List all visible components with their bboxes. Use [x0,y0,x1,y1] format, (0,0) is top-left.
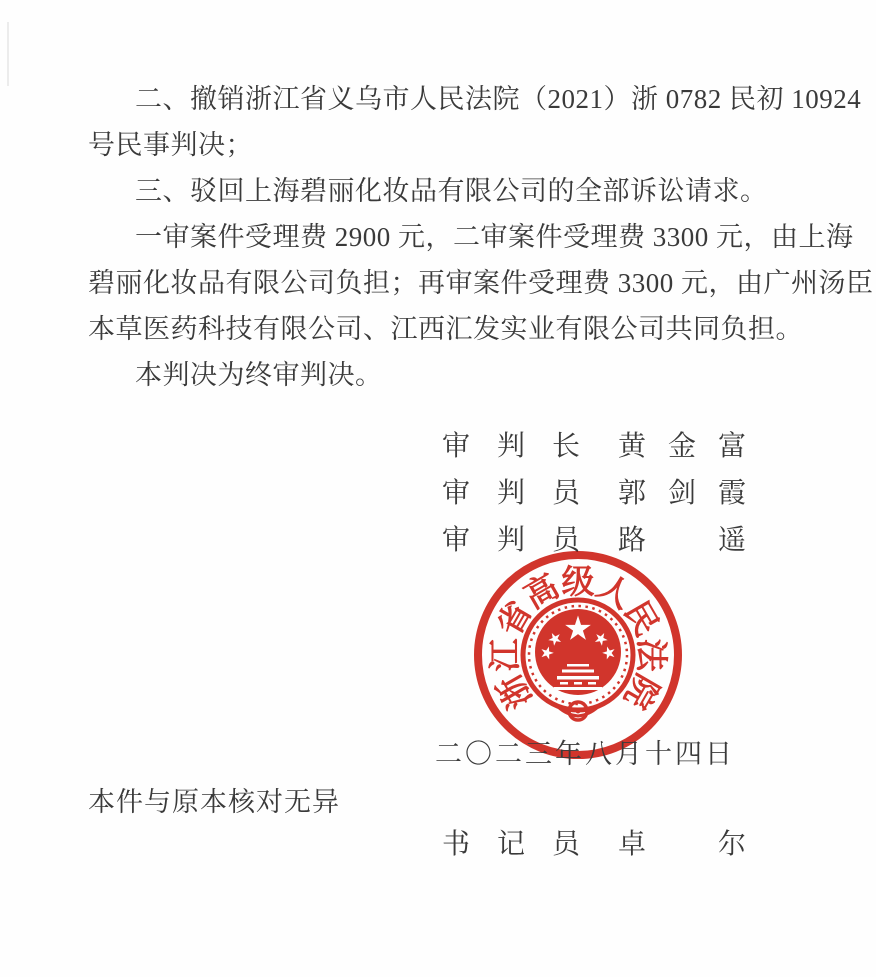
court-fees-line-3: 本草医药科技有限公司、江西汇发实业有限公司共同负担。 [88,314,803,344]
seal-char-2: 江 [488,638,524,672]
ruling-item-3: 三、驳回上海碧丽化妆品有限公司的全部诉讼请求。 [135,176,768,206]
judge-1-title: 审判员 [442,478,608,509]
judge-row-1 [442,470,768,517]
scan-edge-artifact [7,22,9,86]
certification-note: 本件与原本核对无异 [88,787,340,817]
presiding-judge-title: 审判长 [442,431,608,462]
seal-char-4: 高 [518,568,566,617]
judges-signature-block [442,423,768,564]
clerk-name: 卓 尔 [618,829,769,860]
court-fees-line-2: 碧丽化妆品有限公司负担；再审案件受理费 3300 元，由广州汤臣 [88,268,874,298]
ruling-item-2-line-1: 二、撤销浙江省义乌市人民法院（2021）浙 0782 民初 10924 [135,84,862,114]
judgment-body [88,76,874,398]
final-judgment-statement: 本判决为终审判决。 [135,360,383,390]
clerk-title: 书记员 [442,829,608,860]
judge-2-title: 审判员 [442,525,608,556]
seal-char-1: 浙 [491,667,540,715]
seal-char-6: 人 [590,568,638,617]
judge-1-name: 郭剑霞 [618,478,769,509]
seal-char-8: 法 [632,638,668,672]
national-emblem [523,600,633,720]
clerk-signature-row [442,821,768,868]
ruling-item-2-line-2: 号民事判决； [88,130,253,160]
court-fees-line-1: 一审案件受理费 2900 元，二审案件受理费 3300 元，由上海 [135,222,854,252]
seal-char-3: 省 [491,595,540,643]
judge-2-name: 路 遥 [618,525,769,556]
emblem-gear [558,702,598,720]
seal-char-9: 院 [616,667,665,715]
presiding-judge-row [442,423,768,470]
seal-char-7: 民 [616,595,665,643]
presiding-judge-name: 黄金富 [618,431,769,462]
judgment-date: 二〇二三年八月十四日 [435,739,735,769]
seal-char-5: 级 [561,565,595,601]
